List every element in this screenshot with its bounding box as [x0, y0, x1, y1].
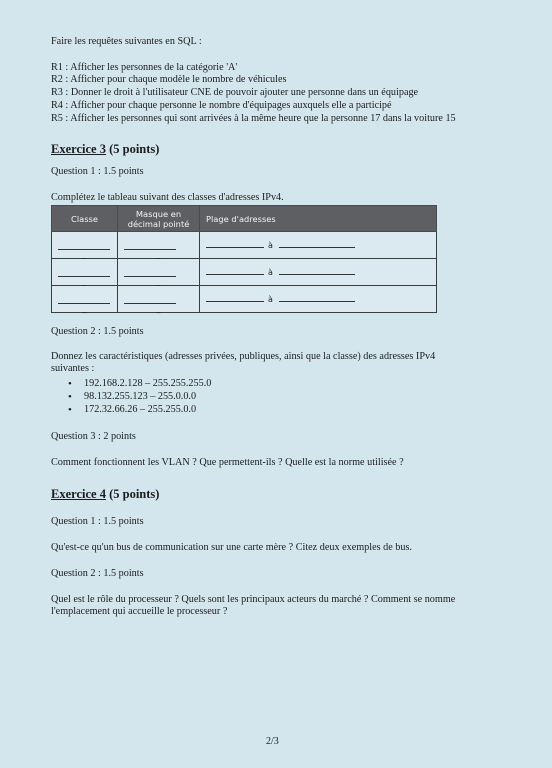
blank-mark: _	[156, 304, 161, 313]
ex4-question-2-text-line2: l'emplacement qui accueille le processeur ?	[51, 606, 228, 617]
exercise-3-heading	[51, 142, 159, 157]
plage-range	[206, 266, 355, 277]
address-item-3: • 172.32.66.26 – 255.255.0.0	[84, 404, 196, 415]
masque-blank[interactable]	[124, 295, 176, 304]
blank-mark: _	[156, 250, 161, 259]
header-masque-line2: décimal pointé	[127, 218, 190, 229]
plage-start-blank[interactable]	[206, 293, 264, 302]
blank-mark: _	[82, 277, 87, 286]
classe-blank[interactable]	[58, 241, 110, 250]
ex3-question-2: Question 2 : 1.5 points	[51, 326, 144, 337]
ex3-question-2-text-line2: suivantes :	[51, 363, 95, 374]
request-r4: R4 : Afficher pour chaque personne le nombre d'équipages auxquels elle a participé	[51, 100, 392, 111]
masque-blank[interactable]	[124, 268, 176, 277]
table-header-row	[52, 206, 437, 232]
blank-mark: _	[82, 250, 87, 259]
page-number: 2/3	[266, 736, 279, 747]
request-r5: R5 : Afficher les personnes qui sont arrivées à la même heure que la personne 17 dans la voiture 15	[51, 113, 456, 124]
header-plage: Plage d'adresses	[200, 206, 437, 232]
plage-end-blank[interactable]	[279, 293, 355, 302]
ex3-question-3-text: Comment fonctionnent les VLAN ? Que permettent-ils ? Quelle est la norme utilisée ?	[51, 457, 404, 468]
request-r2: R2 : Afficher pour chaque modèle le nombre de véhicules	[51, 74, 287, 85]
header-masque-line1: Masque en	[135, 208, 182, 219]
masque-blank[interactable]	[124, 241, 176, 250]
classe-blank[interactable]	[58, 295, 110, 304]
table-row	[52, 259, 437, 286]
table-row	[52, 232, 437, 259]
range-separator: à	[268, 241, 273, 250]
ipv4-class-table	[51, 205, 437, 313]
request-r3: R3 : Donner le droit à l'utilisateur CNE de pouvoir ajouter une personne dans un équipage	[51, 87, 419, 98]
exercise-3-points: (5 points)	[109, 142, 160, 156]
blank-mark: _	[82, 304, 87, 313]
plage-range	[206, 293, 355, 304]
ex4-question-2-text-line1: Quel est le rôle du processeur ? Quels sont les principaux acteurs du marché ? Comment se nomme	[51, 594, 456, 605]
request-r1: R1 : Afficher les personnes de la catégorie 'A'	[51, 62, 238, 73]
plage-start-blank[interactable]	[206, 239, 264, 248]
header-masque	[118, 206, 200, 232]
ex3-question-1: Question 1 : 1.5 points	[51, 166, 144, 177]
exercise-3-title: Exercice 3	[51, 142, 106, 156]
address-item-1: • 192.168.2.128 – 255.255.255.0	[84, 378, 211, 389]
ex4-question-1-text: Qu'est-ce qu'un bus de communication sur une carte mère ? Citez deux exemples de bus.	[51, 542, 412, 553]
table-row	[52, 286, 437, 313]
sql-intro: Faire les requêtes suivantes en SQL :	[51, 36, 202, 47]
exercise-4-heading	[51, 487, 159, 502]
ex3-question-2-text-line1: Donnez les caractéristiques (adresses privées, publiques, ainsi que la classe) des adresses IPv4	[51, 351, 436, 362]
ex3-question-1-text: Complétez le tableau suivant des classes d'adresses IPv4.	[51, 192, 284, 203]
exercise-4-points: (5 points)	[109, 487, 160, 501]
range-separator: à	[268, 295, 273, 304]
plage-start-blank[interactable]	[206, 266, 264, 275]
header-classe: Classe	[52, 206, 118, 232]
plage-range	[206, 239, 355, 250]
ex4-question-1: Question 1 : 1.5 points	[51, 516, 144, 527]
plage-end-blank[interactable]	[279, 266, 355, 275]
plage-end-blank[interactable]	[279, 239, 355, 248]
exercise-4-title: Exercice 4	[51, 487, 106, 501]
classe-blank[interactable]	[58, 268, 110, 277]
ex4-question-2: Question 2 : 1.5 points	[51, 568, 144, 579]
address-item-2: • 98.132.255.123 – 255.0.0.0	[84, 391, 196, 402]
ex3-question-3: Question 3 : 2 points	[51, 431, 136, 442]
range-separator: à	[268, 268, 273, 277]
blank-mark: _	[156, 277, 161, 286]
